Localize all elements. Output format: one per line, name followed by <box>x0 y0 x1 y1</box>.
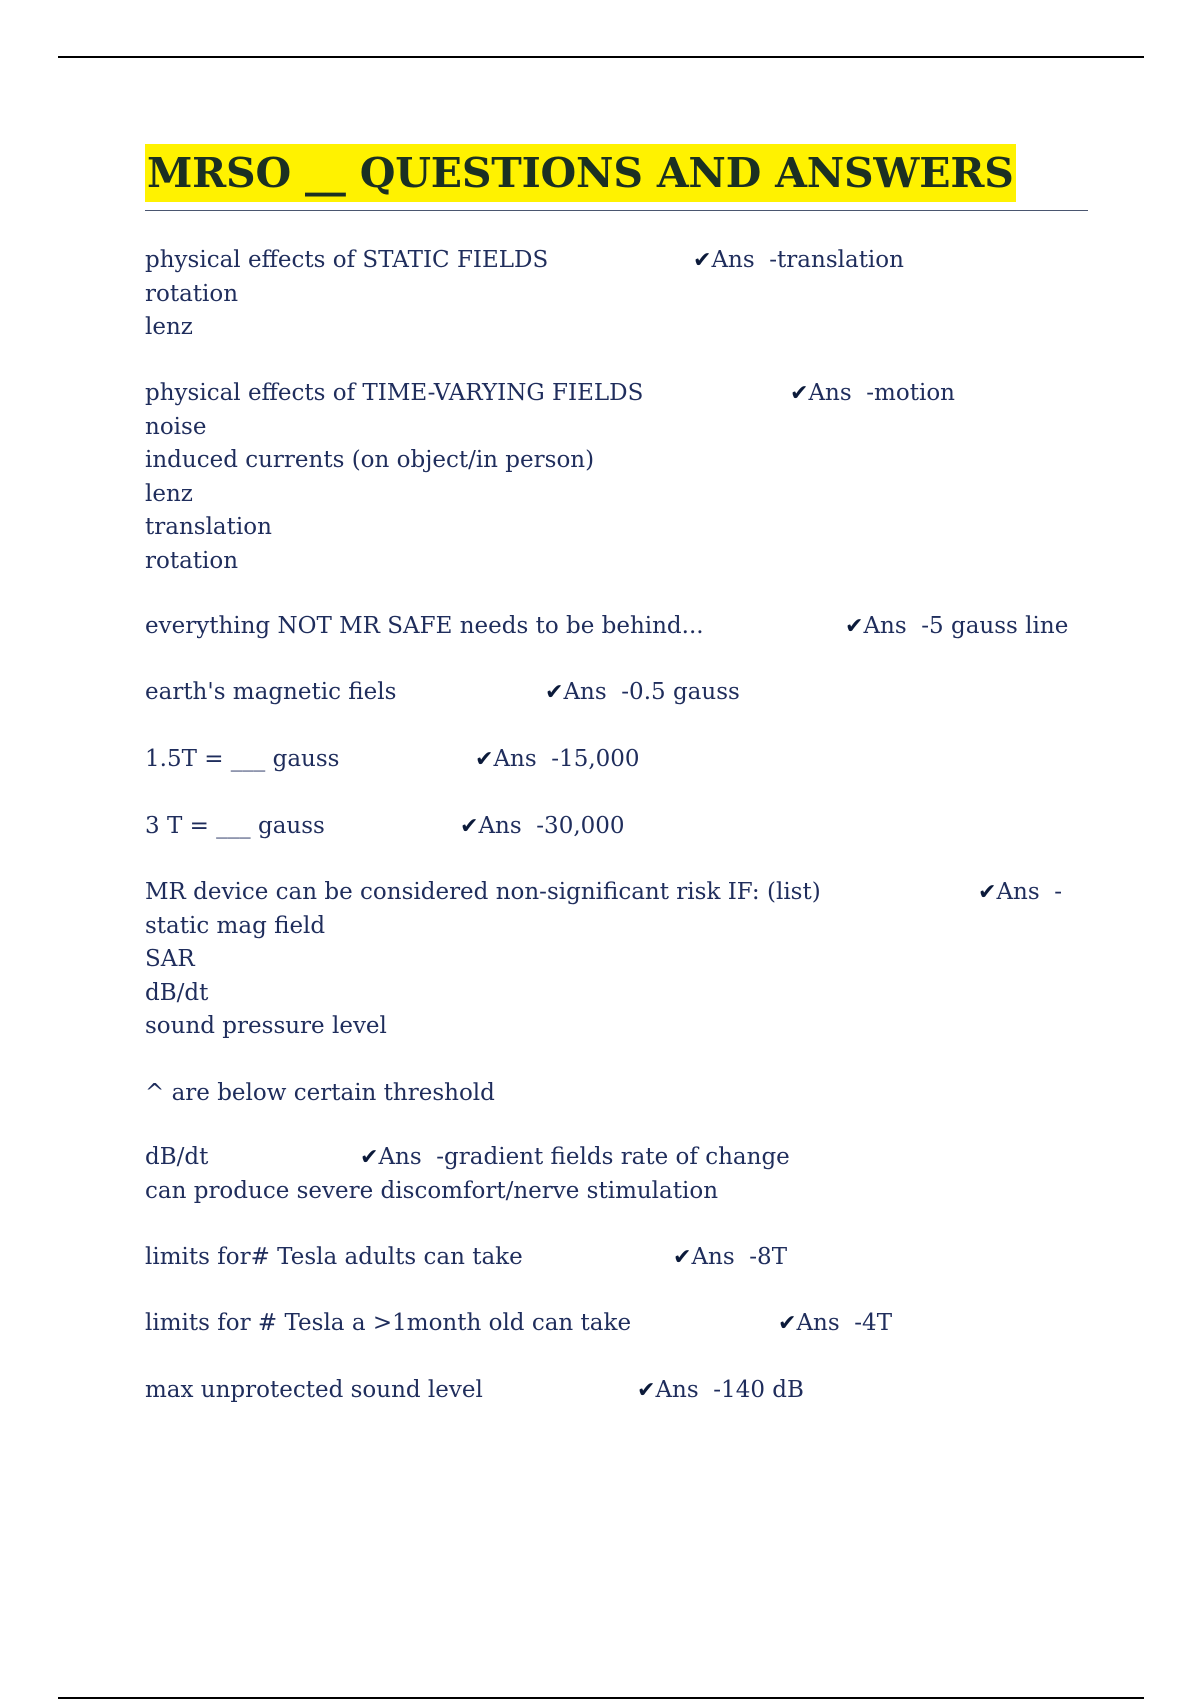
answer-line <box>145 1044 1085 1078</box>
answer <box>475 743 640 777</box>
check-icon: ✔ <box>637 1378 656 1403</box>
answer-line: induced currents (on object/in person) <box>145 447 595 473</box>
document-title: MRSO __ QUESTIONS AND ANSWERS <box>145 144 1016 202</box>
question-line <box>145 810 1085 844</box>
answer <box>673 1241 787 1275</box>
answer-line: rotation <box>145 280 239 307</box>
question-text: physical effects of TIME-VARYING FIELDS <box>145 380 644 406</box>
answer-text: Ans -motion <box>808 380 955 406</box>
check-icon: ✔ <box>360 1145 379 1170</box>
question-line <box>145 377 1085 411</box>
question-line <box>145 1307 1085 1341</box>
question-text: dB/dt <box>145 1144 209 1170</box>
question-text: MR device can be considered non-significant risk IF: (list) <box>145 879 821 905</box>
answer-line: sound pressure level <box>145 1013 387 1039</box>
answer-line: noise <box>145 413 207 440</box>
question-text: 1.5T = ___ gauss <box>145 746 340 772</box>
qa-item-sound-level <box>145 1374 1085 1408</box>
answer-text: Ans -4T <box>796 1310 893 1336</box>
question-line <box>145 1374 1085 1408</box>
answer-line: can produce severe discomfort/nerve stimulation <box>145 1177 719 1204</box>
question-text: limits for# Tesla adults can take <box>145 1244 523 1270</box>
qa-item-earth-field <box>145 676 1085 710</box>
answer-line: static mag field <box>145 912 326 939</box>
answer-text: Ans -0.5 gauss <box>563 679 740 705</box>
answer <box>545 676 740 710</box>
answer-text: Ans -5 gauss line <box>863 613 1069 639</box>
answer-text: Ans - <box>996 879 1063 905</box>
question-line <box>145 610 1085 644</box>
answer-text: Ans -30,000 <box>478 813 625 839</box>
answer <box>845 610 1068 644</box>
question-text: max unprotected sound level <box>145 1377 483 1403</box>
answer <box>637 1374 804 1408</box>
answer-line: lenz <box>145 480 193 507</box>
check-icon: ✔ <box>790 381 809 406</box>
answer-line: translation <box>145 514 272 540</box>
answer-text: Ans -8T <box>691 1244 788 1270</box>
answer <box>360 1141 790 1175</box>
answer-line: ^ are below certain threshold <box>145 1080 495 1106</box>
question-text: everything NOT MR SAFE needs to be behind... <box>145 613 704 639</box>
answer <box>778 1307 892 1341</box>
check-icon: ✔ <box>673 1245 692 1270</box>
page-bottom-rule <box>58 1697 1144 1699</box>
answer <box>978 876 1062 910</box>
check-icon: ✔ <box>778 1311 797 1336</box>
title-underline <box>145 210 1088 211</box>
qa-item-infant-tesla-limit <box>145 1307 1085 1341</box>
qa-item-db-dt <box>145 1141 1085 1208</box>
check-icon: ✔ <box>693 248 712 273</box>
answer <box>693 244 904 278</box>
answer-line: lenz <box>145 314 193 340</box>
qa-item-3t-gauss <box>145 810 1085 844</box>
question-text: 3 T = ___ gauss <box>145 813 325 839</box>
answer-text: Ans -translation <box>711 247 904 273</box>
check-icon: ✔ <box>460 814 479 839</box>
question-line <box>145 1141 1085 1175</box>
qa-item-time-varying-fields <box>145 377 1085 578</box>
answer-text: Ans -15,000 <box>493 746 640 772</box>
answer-line: rotation <box>145 547 239 574</box>
answer-line: dB/dt <box>145 979 209 1006</box>
qa-item-adult-tesla-limit <box>145 1241 1085 1275</box>
question-line <box>145 1241 1085 1275</box>
check-icon: ✔ <box>845 614 864 639</box>
check-icon: ✔ <box>978 880 997 905</box>
answer-text: Ans -140 dB <box>655 1377 804 1403</box>
question-text: physical effects of STATIC FIELDS <box>145 247 549 273</box>
answer <box>460 810 625 844</box>
check-icon: ✔ <box>545 680 564 705</box>
page-top-rule <box>58 56 1144 58</box>
qa-item-not-mr-safe <box>145 610 1085 644</box>
check-icon: ✔ <box>475 747 494 772</box>
answer-text: Ans -gradient fields rate of change <box>378 1144 790 1170</box>
qa-item-static-fields <box>145 244 1085 345</box>
question-line <box>145 876 1085 910</box>
question-line <box>145 676 1085 710</box>
question-text: earth's magnetic fiels <box>145 679 397 705</box>
question-text: limits for # Tesla a >1month old can take <box>145 1310 632 1336</box>
qa-item-non-significant-risk <box>145 876 1085 1111</box>
question-line <box>145 743 1085 777</box>
qa-item-1-5t-gauss <box>145 743 1085 777</box>
question-line <box>145 244 1085 278</box>
answer-line: SAR <box>145 946 195 972</box>
answer <box>790 377 955 411</box>
